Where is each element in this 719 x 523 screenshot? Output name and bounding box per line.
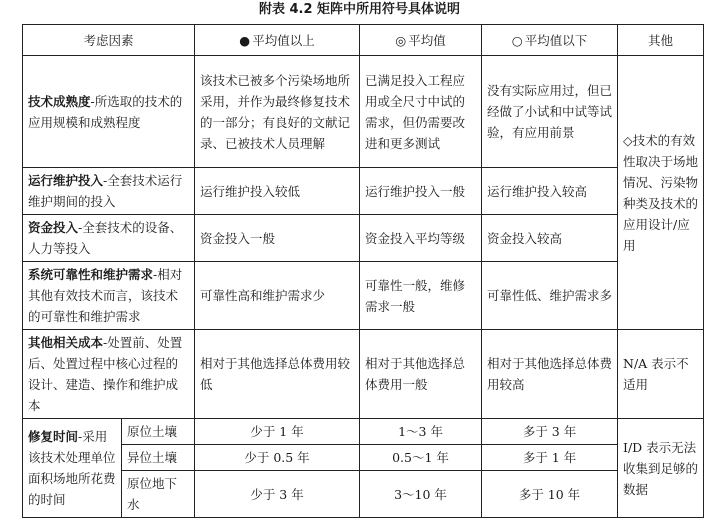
factor-capital: 资金投入-全套技术的设备、人力等投入 [23, 215, 195, 262]
time-groundwater-below: 多于 10 年 [482, 471, 618, 518]
factor-reliability: 系统可靠性和维护需求-相对其他有效技术而言，该技术的可靠性和维护需求 [23, 262, 195, 330]
row-time-in-situ-soil [23, 419, 704, 445]
row-capital [23, 215, 704, 262]
other-cost-below: 相对于其他选择总体费用较高 [482, 330, 618, 419]
time-sub-label: 异位土壤 [122, 445, 195, 471]
header-factor: 考虑因素 [23, 25, 195, 56]
om-average: 运行维护投入一般 [360, 168, 482, 215]
maturity-average: 已满足投入工程应用或全尺寸中试的需求，但仍需要改进和更多测试 [360, 56, 482, 168]
table-title: 附表 4.2 矩阵中所用符号具体说明 [258, 2, 461, 17]
time-ex-situ-soil-above: 少于 0.5 年 [195, 445, 360, 471]
row-other-cost [23, 330, 704, 419]
reliability-average: 可靠性一般，维修需求一般 [360, 262, 482, 330]
row-reliability [23, 262, 704, 330]
row-om [23, 168, 704, 215]
factor-other-cost: 其他相关成本-处置前、处置后、处置过程中核心过程的设计、建造、操作和维护成本 [23, 330, 195, 419]
time-ex-situ-soil-average: 0.5～1 年 [360, 445, 482, 471]
table-header-row [23, 25, 704, 56]
symbol-explanation-table [22, 24, 704, 518]
reliability-above: 可靠性高和维护需求少 [195, 262, 360, 330]
time-in-situ-soil-above: 少于 1 年 [195, 419, 360, 445]
maturity-above: 该技术已被多个污染场地所采用，并作为最终修复技术的一部分；有良好的文献记录、已被技术人员理解 [195, 56, 360, 168]
factor-om: 运行维护投入-全套技术运行维护期间的投入 [23, 168, 195, 215]
maturity-below: 没有实际应用过，但已经做了小试和中试等试验，有应用前景 [482, 56, 618, 168]
other-cost-note: N/A 表示不适用 [618, 330, 704, 419]
time-groundwater-above: 少于 3 年 [195, 471, 360, 518]
empty-circle-icon: ○ [511, 32, 523, 48]
time-sub-label: 原位土壤 [122, 419, 195, 445]
header-above-average: ● 平均值以上 [195, 25, 360, 56]
om-above: 运行维护投入较低 [195, 168, 360, 215]
time-in-situ-soil-below: 多于 3 年 [482, 419, 618, 445]
time-note: I/D 表示无法收集到足够的数据 [618, 419, 704, 518]
om-below: 运行维护投入较高 [482, 168, 618, 215]
header-average: ◎ 平均值 [360, 25, 482, 56]
capital-below: 资金投入较高 [482, 215, 618, 262]
header-other: 其他 [618, 25, 704, 56]
time-sub-label: 原位地下水 [122, 471, 195, 518]
technical-note: ◇技术的有效性取决于场地情况、污染物种类及技术的应用设计/应用 [618, 56, 704, 330]
factor-maturity: 技术成熟度-所选取的技术的应用规模和成熟程度 [23, 56, 195, 168]
other-cost-average: 相对于其他选择总体费用一般 [360, 330, 482, 419]
time-groundwater-average: 3～10 年 [360, 471, 482, 518]
time-ex-situ-soil-below: 多于 1 年 [482, 445, 618, 471]
row-time-in-situ-groundwater [23, 471, 704, 518]
row-maturity [23, 56, 704, 168]
capital-above: 资金投入一般 [195, 215, 360, 262]
time-in-situ-soil-average: 1～3 年 [360, 419, 482, 445]
row-time-ex-situ-soil [23, 445, 704, 471]
capital-average: 资金投入平均等级 [360, 215, 482, 262]
header-below-average: ○ 平均值以下 [482, 25, 618, 56]
ring-circle-icon: ◎ [395, 32, 407, 48]
filled-circle-icon: ● [239, 32, 251, 48]
other-cost-above: 相对于其他选择总体费用较低 [195, 330, 360, 419]
reliability-below: 可靠性低、维护需求多 [482, 262, 618, 330]
factor-remediation-time: 修复时间-采用该技术处理单位面积场地所花费的时间 [23, 419, 122, 518]
